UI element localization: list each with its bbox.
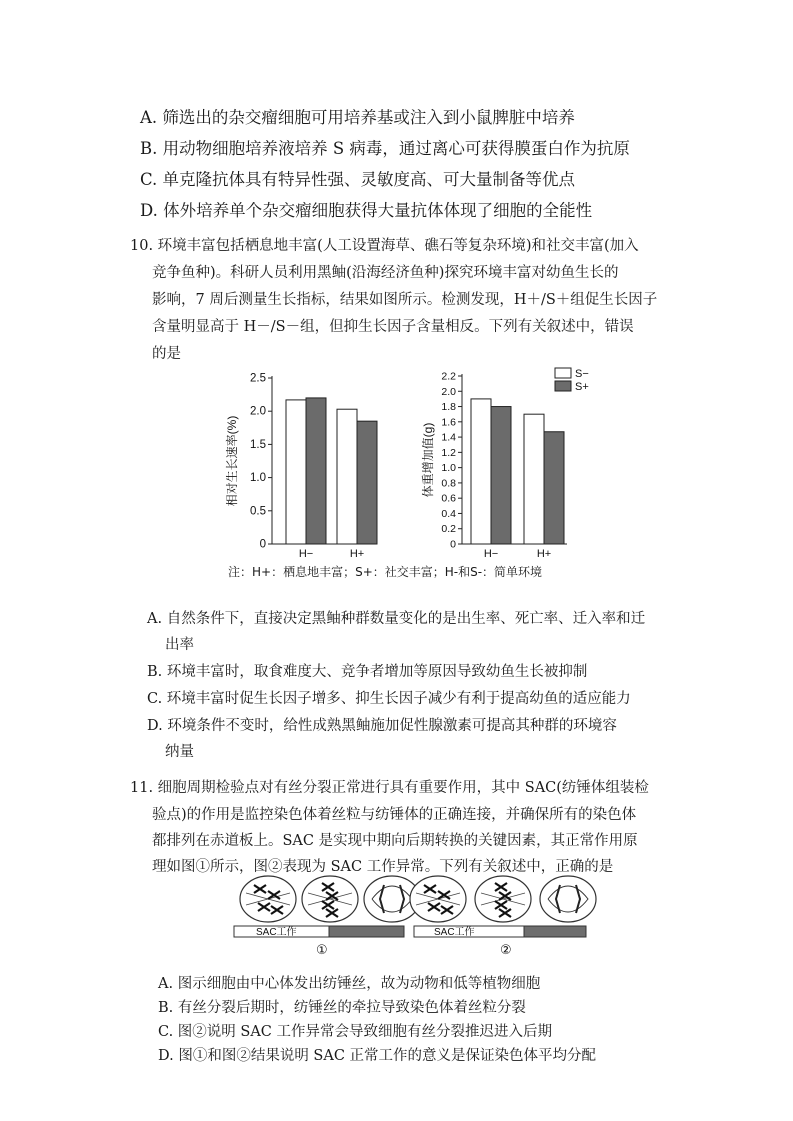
bar-s-plus bbox=[544, 432, 564, 544]
bar-s-plus bbox=[357, 421, 377, 544]
x-tick-label: H− bbox=[298, 548, 314, 560]
y-tick-label: 0.2 bbox=[441, 523, 456, 536]
q9-option-d: D. 体外培养单个杂交瘤细胞获得大量抗体体现了细胞的全能性 bbox=[140, 201, 593, 220]
cell-sequence-normal bbox=[240, 876, 420, 922]
bar-s-plus bbox=[306, 398, 326, 544]
legend-label: S− bbox=[575, 368, 589, 380]
x-tick-label: H+ bbox=[536, 548, 552, 560]
q10-option-c: C. 环境丰富时促生长因子增多、抑生长因子减少有利于提高幼鱼的适应能力 bbox=[147, 691, 631, 707]
q11-stem-line: 11. 细胞周期检验点对有丝分裂正常进行具有重要作用，其中 SAC(纺锤体组装检 bbox=[130, 780, 649, 796]
cell-sequence-abnormal bbox=[410, 876, 596, 922]
q9-option-a: A. 筛选出的杂交瘤细胞可用培养基或注入到小鼠脾脏中培养 bbox=[140, 108, 575, 127]
y-tick-label: 1.0 bbox=[250, 472, 266, 485]
sac-bar-1-dark bbox=[329, 926, 404, 937]
q10-option-d: D. 环境条件不变时，给性成熟黑鲉施加促性腺激素可提高其种群的环境容 bbox=[147, 718, 617, 734]
marker-1: ① bbox=[316, 942, 328, 957]
q11-stem-line: 理如图①所示，图②表现为 SAC 工作异常。下列有关叙述中，正确的是 bbox=[152, 859, 614, 875]
q10-option-d-cont: 纳量 bbox=[165, 744, 194, 760]
weight-gain-chart bbox=[420, 368, 589, 560]
bar-s-minus bbox=[471, 399, 491, 544]
y-tick-label: 0.5 bbox=[250, 505, 266, 518]
q11-sac-diagram bbox=[228, 872, 600, 962]
q10-stem-line: 10. 环境丰富包括栖息地丰富(人工设置海草、礁石等复杂环境)和社交丰富(加入 bbox=[130, 238, 639, 254]
y-axis-label: 体重增加值(g) bbox=[421, 422, 435, 498]
x-tick-label: H− bbox=[483, 548, 499, 560]
growth-rate-chart bbox=[225, 373, 377, 561]
y-tick-label: 2.0 bbox=[441, 385, 456, 398]
bar-s-plus bbox=[491, 407, 511, 544]
y-tick-label: 0.4 bbox=[441, 507, 456, 520]
sac-bar-2-dark bbox=[524, 926, 586, 937]
y-tick-label: 1.2 bbox=[441, 446, 456, 459]
sac-bar-1-label: SAC工作 bbox=[256, 927, 297, 938]
y-tick-label: 1.4 bbox=[441, 431, 456, 444]
q10-bar-charts bbox=[225, 366, 605, 562]
y-tick-label: 1.6 bbox=[441, 416, 456, 429]
q10-option-a: A. 自然条件下，直接决定黑鲉种群数量变化的是出生率、死亡率、迁入率和迁 bbox=[147, 611, 646, 627]
y-tick-label: 0.8 bbox=[441, 477, 456, 490]
q11-option-b: B. 有丝分裂后期时，纺锤丝的牵拉导致染色体着丝粒分裂 bbox=[158, 1000, 526, 1016]
y-tick-label: 2.5 bbox=[250, 372, 266, 385]
y-tick-label: 1.5 bbox=[250, 438, 266, 451]
y-axis-label: 相对生长速率(%) bbox=[225, 415, 239, 507]
y-tick-label: 0 bbox=[450, 538, 456, 551]
bar-s-minus bbox=[524, 414, 544, 544]
q11-option-c: C. 图②说明 SAC 工作异常会导致细胞有丝分裂推迟进入后期 bbox=[158, 1024, 553, 1040]
bar-s-minus bbox=[286, 400, 306, 544]
q10-chart-note: 注：H+：栖息地丰富；S+：社交丰富；H-和S-：简单环境 bbox=[228, 565, 543, 579]
x-tick-label: H+ bbox=[349, 548, 365, 560]
legend-swatch bbox=[555, 381, 571, 391]
q10-stem-line: 的是 bbox=[152, 346, 181, 362]
q10-option-a-cont: 出率 bbox=[165, 637, 194, 653]
q11-option-d: D. 图①和图②结果说明 SAC 正常工作的意义是保证染色体平均分配 bbox=[158, 1048, 597, 1064]
q9-option-b: B. 用动物细胞培养液培养 S 病毒，通过离心可获得膜蛋白作为抗原 bbox=[140, 139, 630, 158]
y-tick-label: 1.0 bbox=[441, 462, 456, 475]
y-tick-label: 0 bbox=[259, 538, 266, 551]
y-tick-label: 2.0 bbox=[250, 405, 266, 418]
sac-bar-2-label: SAC工作 bbox=[434, 927, 475, 938]
q11-option-a: A. 图示细胞由中心体发出纺锤丝，故为动物和低等植物细胞 bbox=[158, 976, 541, 992]
y-tick-label: 2.2 bbox=[441, 370, 456, 383]
bar-s-minus bbox=[337, 409, 357, 544]
q10-stem-line: 竞争鱼种)。科研人员利用黑鲉(沿海经济鱼种)探究环境丰富对幼鱼生长的 bbox=[152, 265, 619, 281]
q10-stem-line: 影响，7 周后测量生长指标，结果如图所示。检测发现，H＋/S＋组促生长因子 bbox=[152, 292, 658, 308]
y-tick-label: 0.6 bbox=[441, 492, 456, 505]
legend-swatch bbox=[555, 368, 571, 378]
legend-label: S+ bbox=[575, 381, 589, 393]
q10-stem-line: 含量明显高于 H－/S－组，但抑生长因子含量相反。下列有关叙述中，错误 bbox=[152, 319, 634, 335]
y-tick-label: 1.8 bbox=[441, 401, 456, 414]
q11-stem-line: 都排列在赤道板上。SAC 是实现中期向后期转换的关键因素，其正常作用原 bbox=[152, 833, 638, 849]
q10-option-b: B. 环境丰富时，取食难度大、竞争者增加等原因导致幼鱼生长被抑制 bbox=[147, 664, 588, 680]
q9-option-c: C. 单克隆抗体具有特异性强、灵敏度高、可大量制备等优点 bbox=[140, 170, 576, 189]
marker-2: ② bbox=[500, 942, 512, 957]
q11-stem-line: 验点)的作用是监控染色体着丝粒与纺锤体的正确连接，并确保所有的染色体 bbox=[152, 807, 637, 823]
